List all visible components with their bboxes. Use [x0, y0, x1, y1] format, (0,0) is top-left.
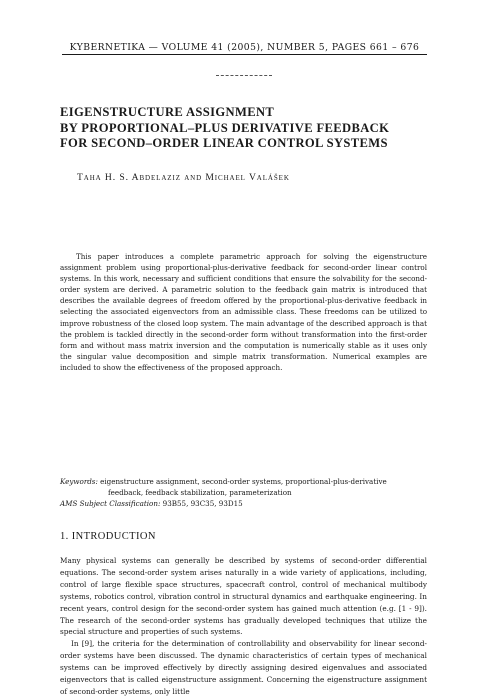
keywords-text: eigenstructure assignment, second-order systems, proportional-plus-derivative	[100, 477, 387, 486]
abstract: This paper introduces a complete parametric approach for solving the eigenstructure assignment problem using proportional-plus-derivative feedback for second-order linear control systems. In this work, necessary and sufficient conditions that ensure the solvability for the second-order system are derived. A parametric solution to the feedback gain matrix is introduced that describes the available degrees of freedom offered by the proportional-plus-derivative feedback in selecting the associated eigenvectors from an admissible class. These freedoms can be utilized to improve robustness of the closed loop system. The main advantage of the described approach is that the problem is tackled directly in the second-order form without transformation into the first-order form and without mass matrix inversion and the computation is numerically stable as it uses only the singular value decomposition and simple matrix transformation. Numerical examples are included to show the effectiveness of the proposed approach.	[60, 252, 427, 372]
paper-title	[60, 105, 440, 152]
keywords-block	[60, 476, 427, 509]
title-line: EIGENSTRUCTURE ASSIGNMENT	[60, 105, 275, 119]
ams-label: AMS Subject Classification:	[60, 499, 161, 509]
ams-value: 93B55, 93C35, 93D15	[162, 499, 243, 509]
section-heading: 1. INTRODUCTION	[60, 531, 156, 542]
title-line: FOR SECOND–ORDER LINEAR CONTROL SYSTEMS	[60, 136, 388, 150]
body-paragraph: In [9], the criteria for the determination of controllability and observability for linear second-order systems have been discussed. The dynamic characteristics of certain types of mechanical systems can be improved effectively by directly assigning desired eigenvalues and associated eigenvectors that is called eigenstructure assignment. Concerning the eigenstructure assignment of second-order systems, only little	[60, 639, 427, 696]
separator-rule	[216, 75, 272, 76]
journal-header: KYBERNETIKA — VOLUME 41 (2005), NUMBER 5, PAGES 661 – 676	[62, 42, 427, 55]
title-line: BY PROPORTIONAL–PLUS DERIVATIVE FEEDBACK	[60, 120, 390, 135]
body-paragraph: Many physical systems can generally be described by systems of second-order differential equations. The second-order system arises naturally in a wide variety of applications, including, control of large flexible space structures, spacecraft control, control of mechanical multibody systems, robotics control, vibration control in structural dynamics and earthquake engineering. In recent years, control design for the second-order system has gained much attention (e.g. [1 - 9]). The research of the second-order systems has gradually developed techniques that utilize the special structure and properties of such systems.	[60, 556, 427, 637]
keywords-label: Keywords:	[60, 477, 98, 486]
keywords-continuation: feedback, feedback stabilization, parameterization	[108, 488, 292, 498]
authors: Taha H. S. Abdelaziz and Michael Valášek	[77, 172, 290, 183]
body-text	[60, 555, 427, 698]
keywords-line	[60, 476, 427, 487]
ams-line	[60, 498, 427, 509]
